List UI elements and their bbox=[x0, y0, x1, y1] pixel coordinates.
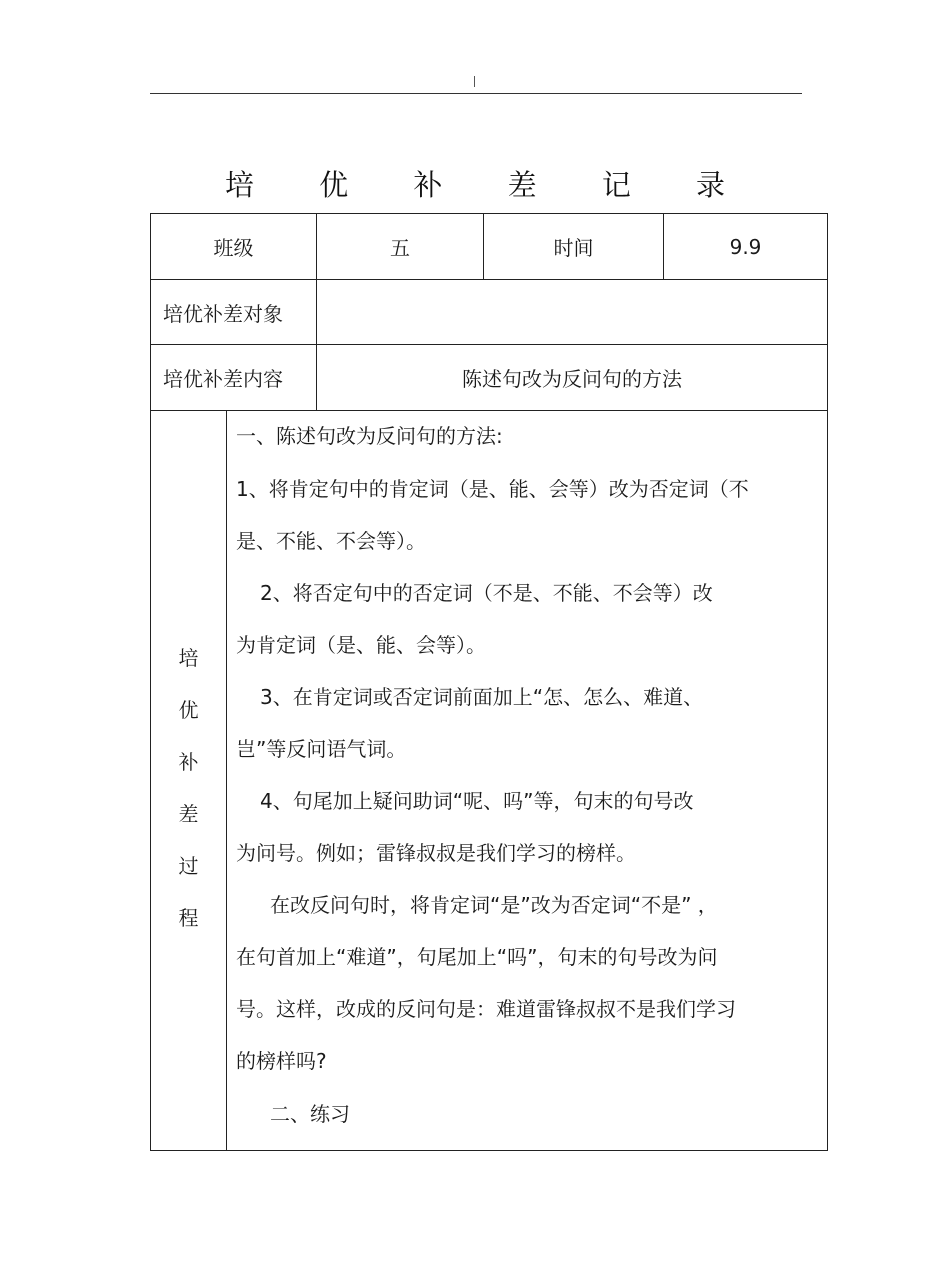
time-label: 时间 bbox=[553, 236, 594, 260]
header-rule bbox=[150, 93, 802, 94]
process-line: 为肯定词（是、能、会等）。 bbox=[236, 633, 486, 657]
process-label-char: 培 bbox=[178, 646, 199, 670]
process-line: 1、将肯定句中的肯定词（是、能、会等）改为否定词（不 bbox=[236, 477, 749, 501]
process-label-char: 过 bbox=[178, 854, 199, 878]
class-value: 五 bbox=[390, 236, 410, 260]
header-mark bbox=[474, 76, 475, 87]
process-line: 岂”等反问语气词。 bbox=[236, 737, 407, 761]
class-label: 班级 bbox=[213, 236, 254, 260]
process-label-char: 优 bbox=[178, 698, 199, 722]
process-line: 4、句尾加上疑问助词“呢、吗”等，句末的句号改 bbox=[260, 789, 694, 813]
process-line: 二、练习 bbox=[270, 1102, 350, 1126]
process-label-char: 补 bbox=[178, 750, 199, 774]
process-line: 在改反问句时，将肯定词“是”改为否定词“不是” ， bbox=[270, 893, 718, 917]
target-label: 培优补差对象 bbox=[163, 301, 283, 326]
target-value bbox=[317, 280, 827, 344]
process-line: 为问号。例如；雷锋叔叔是我们学习的榜样。 bbox=[236, 841, 636, 865]
process-label-char: 程 bbox=[178, 906, 199, 930]
record-table bbox=[150, 213, 828, 1151]
page-title: 培 优 补 差 记 录 bbox=[224, 168, 754, 202]
process-line: 的榜样吗? bbox=[236, 1049, 327, 1073]
time-value: 9.9 bbox=[729, 234, 762, 259]
process-label bbox=[151, 410, 226, 1152]
process-line: 2、将否定句中的否定词（不是、不能、不会等）改 bbox=[260, 581, 713, 605]
process-content bbox=[226, 410, 829, 1152]
process-line: 一、陈述句改为反问句的方法: bbox=[236, 424, 503, 448]
process-line: 是、不能、不会等）。 bbox=[236, 529, 426, 553]
process-label-char: 差 bbox=[178, 802, 199, 826]
process-line: 在句首加上“难道”，句尾加上“吗”，句末的句号改为问 bbox=[236, 945, 718, 969]
process-line: 3、在肯定词或否定词前面加上“怎、怎么、难道、 bbox=[260, 685, 704, 709]
content-label: 培优补差内容 bbox=[163, 367, 283, 391]
process-line: 号。这样，改成的反问句是：难道雷锋叔叔不是我们学习 bbox=[236, 997, 736, 1021]
content-value: 陈述句改为反问句的方法 bbox=[462, 367, 682, 391]
